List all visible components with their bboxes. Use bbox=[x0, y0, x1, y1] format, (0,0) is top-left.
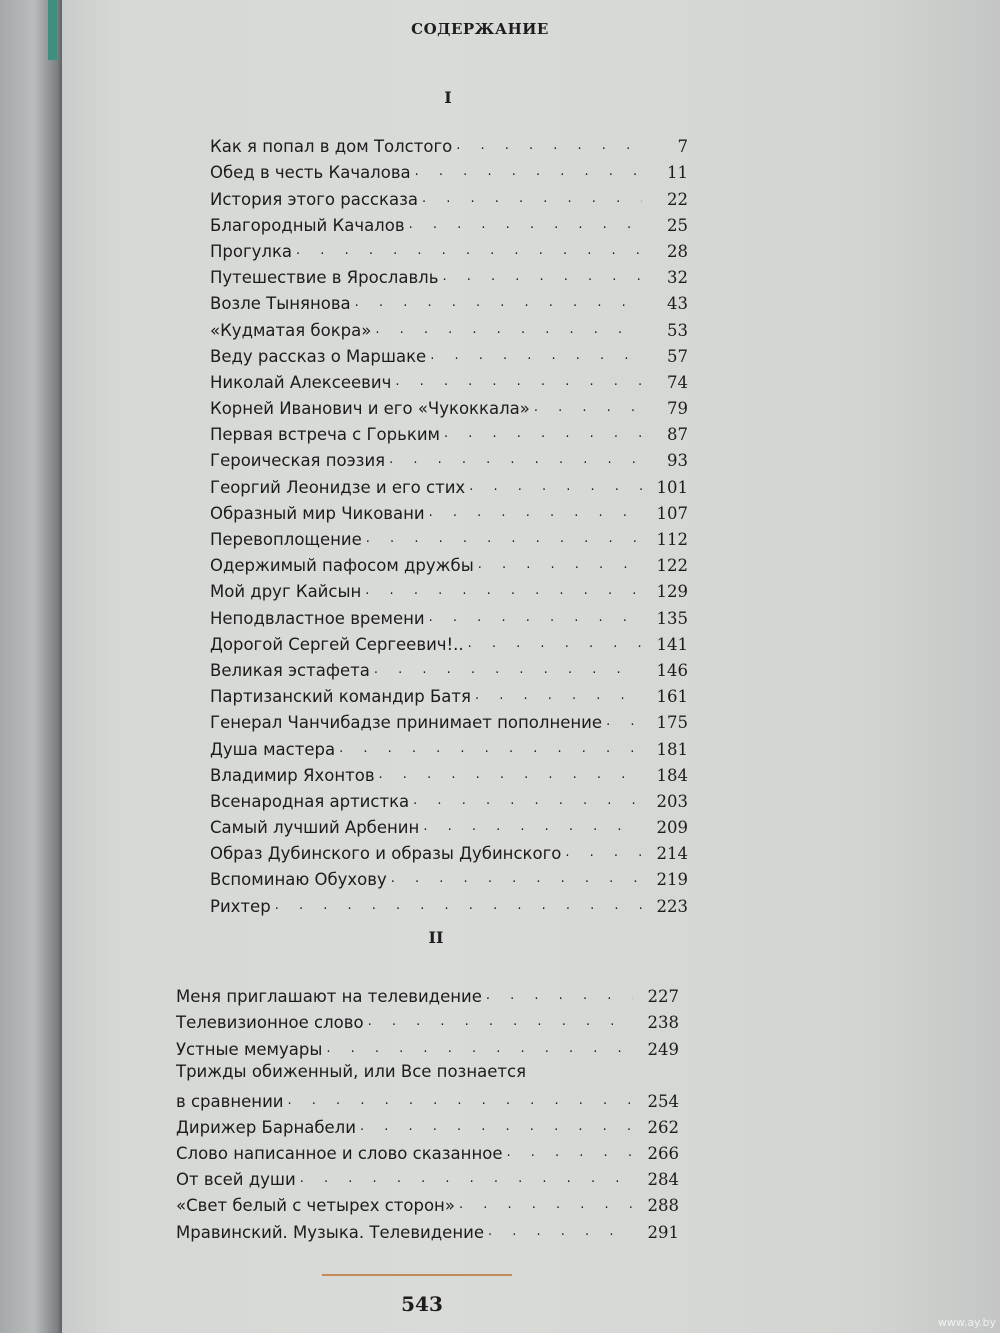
toc-entry-page: 79 bbox=[667, 399, 688, 419]
toc-entry-title: Корней Иванович и его «Чукоккала» bbox=[210, 399, 530, 419]
toc-entry-title: Генерал Чанчибадзе принимает пополнение bbox=[210, 713, 603, 733]
toc-entry bbox=[210, 444, 688, 470]
dot-leader bbox=[296, 244, 642, 258]
footer-rule bbox=[322, 1274, 512, 1276]
spine-accent-stripe bbox=[48, 0, 57, 60]
dot-leader bbox=[486, 989, 633, 1003]
dot-leader bbox=[429, 506, 642, 520]
page-number: 543 bbox=[401, 1292, 443, 1316]
toc-entry bbox=[176, 1137, 679, 1163]
toc-entry bbox=[176, 1111, 679, 1137]
toc-entry bbox=[210, 340, 688, 366]
toc-entry-page: 184 bbox=[656, 765, 688, 785]
toc-entry bbox=[176, 1059, 679, 1111]
toc-entry bbox=[210, 287, 688, 313]
toc-entry bbox=[210, 261, 688, 287]
dot-leader bbox=[375, 323, 642, 337]
toc-entry bbox=[176, 1163, 679, 1189]
dot-leader bbox=[413, 794, 642, 808]
toc-entry-title-continued: в сравнении bbox=[176, 1091, 284, 1111]
section-heading-1: I bbox=[444, 88, 452, 107]
dot-leader bbox=[355, 296, 642, 310]
toc-entry bbox=[210, 811, 688, 837]
toc-entry-page: 249 bbox=[647, 1039, 679, 1059]
toc-entry-title: Георгий Леонидзе и его стих bbox=[210, 477, 466, 497]
toc-entry bbox=[210, 837, 688, 863]
toc-entry bbox=[210, 470, 688, 496]
toc-entry-title: Душа мастера bbox=[210, 739, 336, 759]
toc-entry-page: 43 bbox=[667, 294, 688, 314]
toc-entry bbox=[210, 759, 688, 785]
dot-leader bbox=[300, 1172, 633, 1186]
dot-leader bbox=[475, 689, 642, 703]
toc-entry-page: 219 bbox=[656, 870, 688, 890]
dot-leader bbox=[423, 820, 642, 834]
toc-entry bbox=[176, 1189, 679, 1215]
toc-entry-title: Николай Алексеевич bbox=[210, 372, 392, 392]
watermark: www.ay.by bbox=[937, 1316, 996, 1329]
dot-leader bbox=[360, 1120, 633, 1134]
dot-leader bbox=[606, 715, 642, 729]
toc-section-2 bbox=[176, 980, 679, 1242]
toc-entry-page: 141 bbox=[656, 634, 688, 654]
toc-entry bbox=[210, 235, 688, 261]
toc-entry-title: «Кудматая бокра» bbox=[210, 320, 372, 340]
toc-entry-page: 161 bbox=[656, 687, 688, 707]
toc-entry-title: Образный мир Чиковани bbox=[210, 503, 425, 523]
toc-entry-page: 227 bbox=[647, 987, 679, 1007]
dot-leader bbox=[389, 453, 642, 467]
toc-entry-page: 175 bbox=[656, 713, 688, 733]
toc-entry-page: 203 bbox=[656, 791, 688, 811]
dot-leader bbox=[395, 375, 642, 389]
toc-entry-page: 181 bbox=[656, 739, 688, 759]
toc-entry-page: 11 bbox=[667, 163, 688, 183]
toc-entry bbox=[210, 182, 688, 208]
toc-entry-page: 122 bbox=[656, 556, 688, 576]
toc-entry-title: Мравинский. Музыка. Телевидение bbox=[176, 1222, 484, 1242]
toc-entry-page: 209 bbox=[656, 818, 688, 838]
toc-entry bbox=[210, 313, 688, 339]
toc-entry bbox=[210, 392, 688, 418]
toc-entry-page: 107 bbox=[656, 503, 688, 523]
dot-leader bbox=[366, 532, 642, 546]
toc-entry-page: 32 bbox=[667, 268, 688, 288]
toc-entry bbox=[210, 130, 688, 156]
toc-entry-page: 129 bbox=[656, 582, 688, 602]
dot-leader bbox=[507, 1146, 634, 1160]
toc-entry-title: Прогулка bbox=[210, 241, 293, 261]
toc-entry bbox=[210, 156, 688, 182]
dot-leader bbox=[469, 480, 642, 494]
toc-entry bbox=[176, 1032, 679, 1058]
toc-entry-title: История этого рассказа bbox=[210, 189, 418, 209]
toc-entry-page: 22 bbox=[667, 189, 688, 209]
toc-entry bbox=[210, 549, 688, 575]
toc-entry-page: 74 bbox=[667, 372, 688, 392]
dot-leader bbox=[459, 1198, 633, 1212]
toc-entry-page: 266 bbox=[647, 1143, 679, 1163]
toc-entry-page: 288 bbox=[647, 1196, 679, 1216]
toc-entry-title: Образ Дубинского и образы Дубинского bbox=[210, 844, 562, 864]
toc-entry-page: 25 bbox=[667, 215, 688, 235]
toc-entry-page: 254 bbox=[647, 1091, 679, 1111]
dot-leader bbox=[379, 768, 642, 782]
dot-leader bbox=[430, 349, 642, 363]
dot-leader bbox=[456, 139, 642, 153]
dot-leader bbox=[429, 611, 642, 625]
toc-entry-title: Великая эстафета bbox=[210, 660, 370, 680]
toc-entry bbox=[210, 706, 688, 732]
toc-entry-page: 53 bbox=[667, 320, 688, 340]
toc-entry-title: Партизанский командир Батя bbox=[210, 687, 471, 707]
toc-entry-title: Веду рассказ о Маршаке bbox=[210, 346, 427, 366]
dot-leader bbox=[442, 270, 642, 284]
dot-leader bbox=[365, 584, 642, 598]
toc-entry-title: Возле Тынянова bbox=[210, 294, 351, 314]
dot-leader bbox=[422, 192, 642, 206]
toc-entry-title: «Свет белый с четырех сторон» bbox=[176, 1196, 455, 1216]
toc-entry-page: 291 bbox=[647, 1222, 679, 1242]
toc-entry bbox=[210, 209, 688, 235]
toc-entry-title: Дорогой Сергей Сергеевич!.. bbox=[210, 634, 464, 654]
dot-leader bbox=[275, 899, 642, 913]
toc-entry bbox=[210, 418, 688, 444]
toc-entry-title: Владимир Яхонтов bbox=[210, 765, 375, 785]
dot-leader bbox=[339, 742, 642, 756]
toc-entry bbox=[176, 1006, 679, 1032]
toc-entry-page: 93 bbox=[667, 451, 688, 471]
toc-entry bbox=[210, 366, 688, 392]
toc-entry-page: 262 bbox=[647, 1117, 679, 1137]
dot-leader bbox=[468, 637, 642, 651]
toc-entry-title: Мой друг Кайсын bbox=[210, 582, 362, 602]
toc-entry-page: 7 bbox=[677, 137, 688, 157]
toc-entry bbox=[210, 575, 688, 601]
toc-entry-title: Устные мемуары bbox=[176, 1039, 323, 1059]
dot-leader bbox=[409, 218, 642, 232]
dot-leader bbox=[488, 1225, 633, 1239]
toc-entry-title: Перевоплощение bbox=[210, 530, 362, 549]
toc-entry-page: 57 bbox=[667, 346, 688, 366]
toc-entry-title: Слово написанное и слово сказанное bbox=[176, 1143, 503, 1163]
dot-leader bbox=[374, 663, 642, 677]
page-title: СОДЕРЖАНИЕ bbox=[411, 20, 549, 38]
toc-entry bbox=[210, 680, 688, 706]
toc-entry bbox=[176, 980, 679, 1006]
toc-entry-page: 101 bbox=[656, 477, 688, 497]
toc-entry-title: Путешествие в Ярославль bbox=[210, 268, 439, 288]
toc-entry bbox=[210, 654, 688, 680]
toc-section-1 bbox=[210, 130, 688, 916]
dot-leader bbox=[391, 872, 642, 886]
book-spine-edge bbox=[0, 0, 62, 1333]
toc-entry-title: Одержимый пафосом дружбы bbox=[210, 556, 474, 576]
section-heading-2: II bbox=[428, 928, 444, 947]
toc-entry-title: Благородный Качалов bbox=[210, 215, 405, 235]
toc-entry bbox=[210, 523, 688, 549]
toc-entry bbox=[210, 732, 688, 758]
dot-leader bbox=[288, 1094, 633, 1108]
toc-entry-title: Трижды обиженный, или Все познается bbox=[176, 1061, 526, 1081]
toc-entry bbox=[210, 889, 688, 915]
toc-entry-title: Как я попал в дом Толстого bbox=[210, 137, 453, 157]
toc-entry-title: Рихтер bbox=[210, 896, 271, 916]
toc-entry-title: Вспоминаю Обухову bbox=[210, 870, 387, 890]
toc-entry-page: 135 bbox=[656, 608, 688, 628]
toc-entry-page: 223 bbox=[656, 896, 688, 916]
toc-entry-title: Всенародная артистка bbox=[210, 791, 410, 811]
dot-leader bbox=[534, 401, 642, 415]
dot-leader bbox=[478, 558, 642, 572]
dot-leader bbox=[415, 165, 642, 179]
toc-entry-title: От всей души bbox=[176, 1170, 296, 1190]
toc-entry-title: Первая встреча с Горьким bbox=[210, 425, 440, 445]
toc-entry bbox=[210, 863, 688, 889]
toc-entry-title: Дирижер Барнабели bbox=[176, 1117, 356, 1137]
toc-entry-title: Неподвластное времени bbox=[210, 608, 425, 628]
dot-leader bbox=[565, 846, 642, 860]
toc-entry-title: Обед в честь Качалова bbox=[210, 163, 411, 183]
toc-entry bbox=[210, 785, 688, 811]
toc-entry-title: Самый лучший Арбенин bbox=[210, 818, 420, 838]
toc-entry-page: 284 bbox=[647, 1170, 679, 1190]
toc-entry-page: 214 bbox=[656, 844, 688, 864]
toc-entry bbox=[210, 497, 688, 523]
toc-entry-page: 28 bbox=[667, 241, 688, 261]
dot-leader bbox=[444, 427, 642, 441]
toc-entry-page: 238 bbox=[647, 1013, 679, 1033]
toc-entry bbox=[210, 601, 688, 627]
toc-entry-page: 87 bbox=[667, 425, 688, 445]
toc-entry bbox=[210, 628, 688, 654]
toc-entry-title: Телевизионное слово bbox=[176, 1013, 364, 1033]
dot-leader bbox=[368, 1015, 633, 1029]
toc-entry-page: 146 bbox=[656, 660, 688, 680]
toc-entry-title: Героическая поэзия bbox=[210, 451, 386, 471]
toc-entry-title: Меня приглашают на телевидение bbox=[176, 987, 482, 1007]
toc-entry-page: 112 bbox=[656, 530, 688, 549]
toc-entry bbox=[176, 1215, 679, 1241]
dot-leader bbox=[326, 1042, 633, 1056]
